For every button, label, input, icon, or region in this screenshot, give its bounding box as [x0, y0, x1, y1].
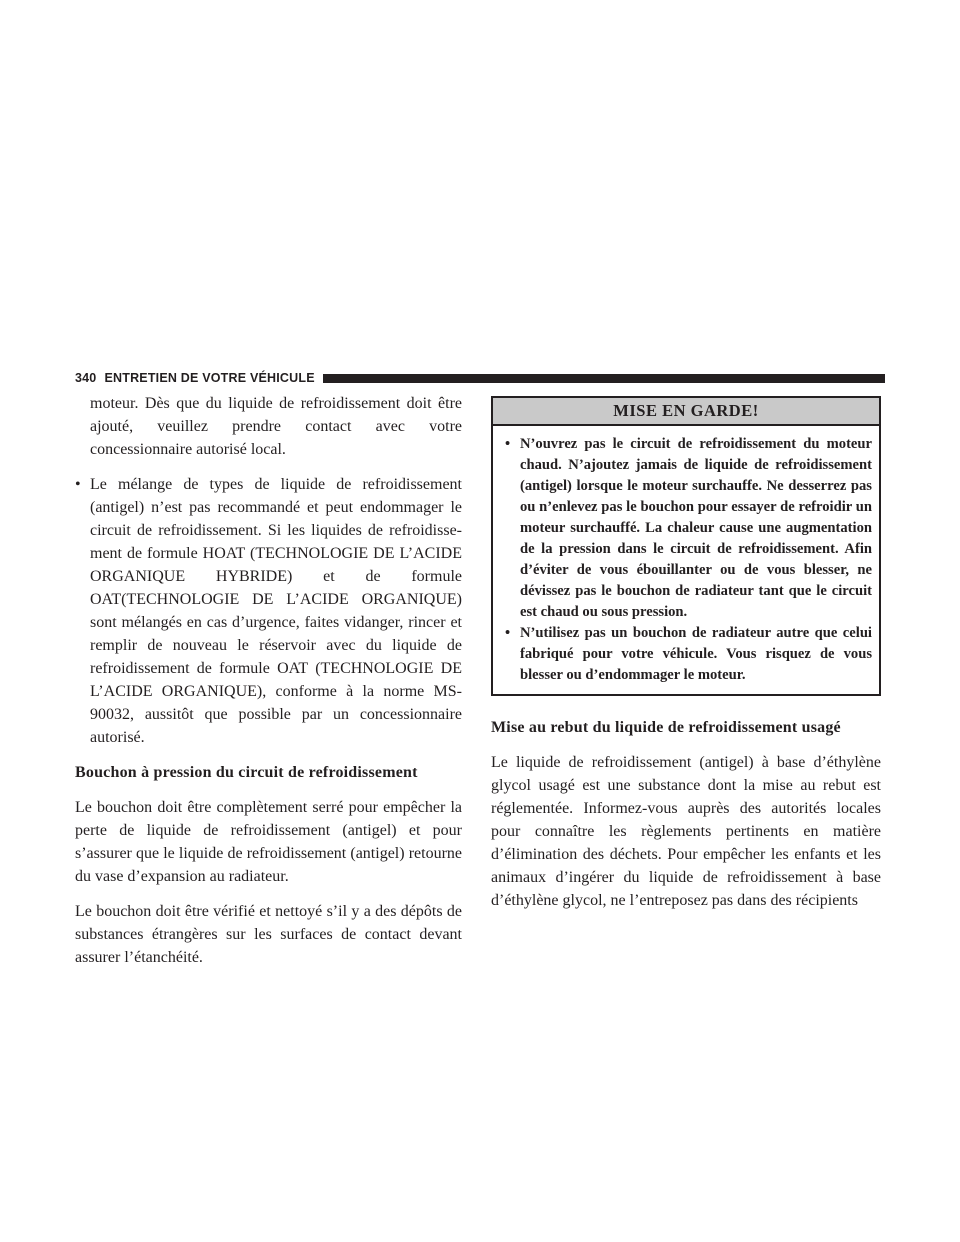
list-item-text: Le mélange de types de liquide de refroidissement (antigel) n’est pas recommandé et peut endommager le circuit de refroidissement. Si les liquides de refroidissement de formule HOAT (TECHNOLOGIE DE L’ACIDE ORGANIQUE HYBRIDE) et de formule OAT(TECHNOLOGIE DE L’ACIDE ORGANIQUE) sont mélangés en cas d’urgence, faites vidanger, rincer et remplir de nouveau le réservoir avec du liquide de refroidissement de formule OAT (TECHNOLOGIE DE L’ACIDE ORGANIQUE), conforme à la norme MS-90032, aussitôt que possible par un concessionnaire autorisé. [90, 476, 462, 746]
page-number: 340 [75, 371, 97, 385]
list-item-text: N’utilisez pas un bouchon de radiateur autre que celui fabriqué pour votre véhicule. Vous risquez de vous blesser ou d’endommager le moteur. [520, 625, 872, 683]
bullet-icon: • [505, 625, 511, 641]
bullet-icon: • [75, 476, 81, 493]
list-item-text: N’ouvrez pas le circuit de refroidissement du moteur chaud. N’ajoutez jamais de liquide de refroidissement (antigel) lorsque le moteur surchauffe. Ne desserrez pas ou n’enlevez pas le bouchon pour essayer de refroidir un moteur surchauffé. La chaleur cause une augmentation de la pression dans le circuit de refroidissement. Afin d’éviter de vous ébouillanter ou de vous blesser, ne dévissez pas le bouchon de radiateur tant que le circuit est chaud ou sous pression. [520, 436, 872, 620]
list-item [505, 434, 872, 623]
warning-box [491, 396, 881, 696]
section-title: ENTRETIEN DE VOTRE VÉHICULE [104, 371, 315, 385]
warning-body [493, 426, 879, 694]
paragraph: Le bouchon doit être complètement serré pour empêcher la perte de liquide de refroidissement (antigel) et pour s’assurer que le liquide de refroidissement (antigel) retourne du vase d’expansion au radiateur. [75, 799, 462, 885]
header-rule [323, 374, 885, 383]
subheading-pressure-cap: Bouchon à pression du circuit de refroidissement [75, 764, 418, 781]
right-column [491, 396, 881, 924]
subheading-coolant-disposal: Mise au rebut du liquide de refroidissement usagé [491, 719, 841, 736]
paragraph: Le bouchon doit être vérifié et nettoyé s’il y a des dépôts de substances étrangères sur les surfaces de contact devant assurer l’étanchéité. [75, 903, 462, 966]
continued-text: moteur. Dès que du liquide de refroidissement doit être ajouté, veuillez prendre contact avec votre concessionnaire autorisé local. [90, 395, 462, 458]
paragraph: Le liquide de refroidissement (antigel) à base d’éthylène glycol usagé est une substance dont la mise au rebut est réglementée. Informez-vous auprès des autorités locales pour connaître les règlements pertinents en matière d’élimination des déchets. Pour empêcher les enfants et les animaux d’ingérer du liquide de refroidissement à base d’éthylène glycol, ne l’entreposez pas dans des récipients [491, 754, 881, 909]
list-item [505, 623, 872, 686]
warning-title: MISE EN GARDE! [493, 398, 879, 426]
page-header [75, 370, 885, 386]
list-item [75, 473, 462, 749]
left-column [75, 392, 462, 981]
bullet-icon: • [505, 436, 511, 452]
